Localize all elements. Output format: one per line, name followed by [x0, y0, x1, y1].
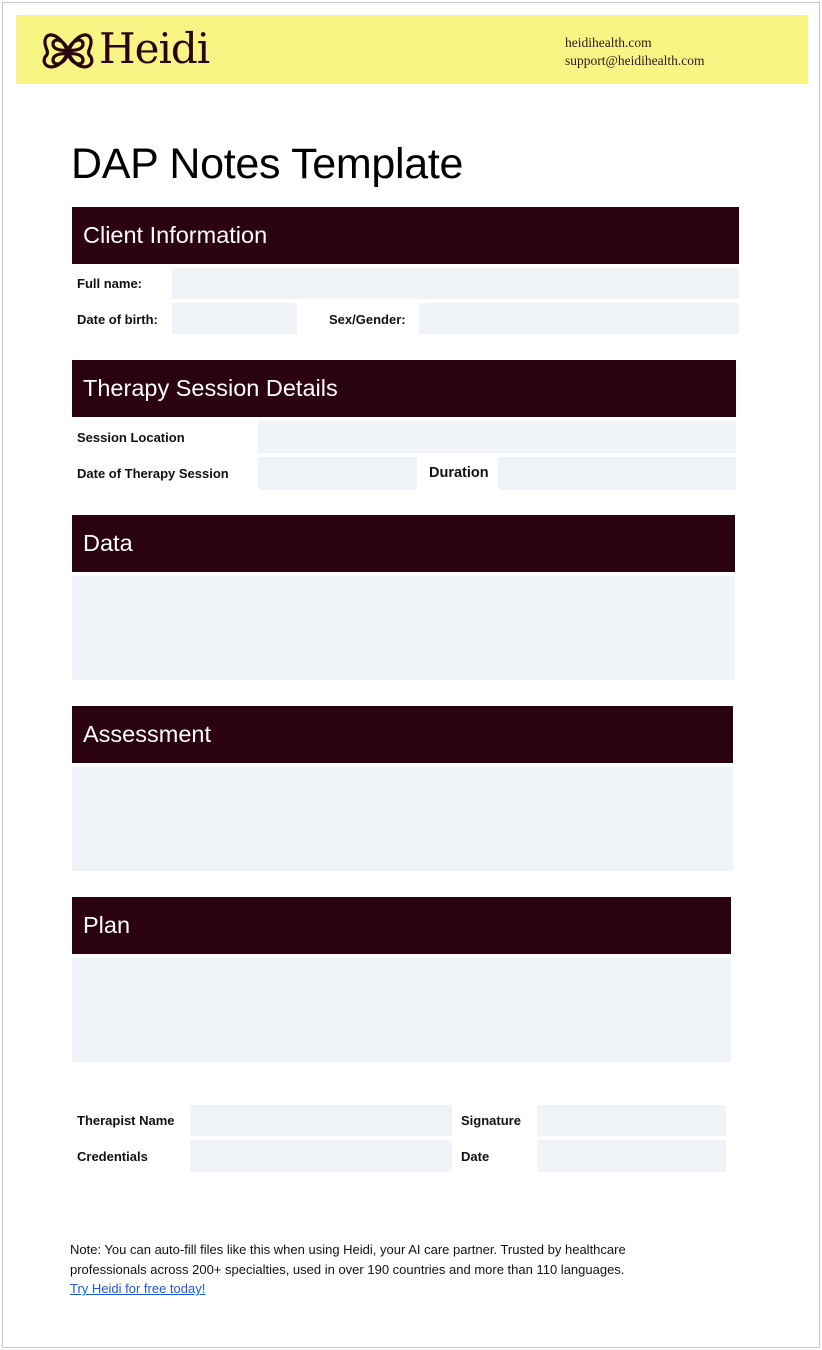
plan-textarea[interactable]	[72, 958, 731, 1062]
credentials-field[interactable]	[190, 1140, 452, 1172]
sex-gender-label: Sex/Gender:	[329, 312, 406, 327]
section-header-assessment: Assessment	[72, 706, 733, 763]
therapist-name-label: Therapist Name	[77, 1113, 175, 1128]
date-field[interactable]	[537, 1140, 726, 1172]
dob-label: Date of birth:	[77, 312, 158, 327]
assessment-textarea[interactable]	[72, 767, 733, 871]
support-email: support@heidihealth.com	[565, 53, 705, 68]
therapist-name-field[interactable]	[190, 1105, 452, 1136]
duration-label: Duration	[429, 465, 489, 481]
session-date-label: Date of Therapy Session	[77, 466, 229, 481]
dob-field[interactable]	[172, 303, 297, 334]
section-header-data: Data	[72, 515, 735, 572]
footer-note-text: Note: You can auto-fill files like this when using Heidi, your AI care partner. Trusted by healthcare professionals across 200+ specialties, used in over 190 countries and more than 110 languages.	[70, 1242, 626, 1277]
full-name-field[interactable]	[172, 268, 739, 299]
data-textarea[interactable]	[72, 576, 735, 680]
brand-name: Heidi	[99, 24, 210, 73]
footer-note	[70, 1240, 690, 1299]
try-heidi-link[interactable]: Try Heidi for free today!	[70, 1281, 206, 1296]
signature-label: Signature	[461, 1113, 521, 1128]
duration-field[interactable]	[498, 457, 736, 490]
session-date-field[interactable]	[258, 457, 417, 490]
session-location-field[interactable]	[258, 421, 736, 453]
sex-gender-field[interactable]	[419, 303, 739, 334]
full-name-label: Full name:	[77, 276, 143, 291]
contact-info	[565, 34, 705, 70]
session-location-label: Session Location	[77, 430, 185, 445]
signature-field[interactable]	[537, 1105, 726, 1136]
page-title: DAP Notes Template	[71, 140, 464, 188]
section-header-client-info: Client Information	[72, 207, 739, 264]
heidi-logo-icon	[41, 26, 95, 78]
section-header-plan: Plan	[72, 897, 731, 954]
credentials-label: Credentials	[77, 1149, 148, 1164]
date-label: Date	[461, 1149, 490, 1164]
section-header-session-details: Therapy Session Details	[72, 360, 736, 417]
website-text: heidihealth.com	[565, 35, 652, 50]
